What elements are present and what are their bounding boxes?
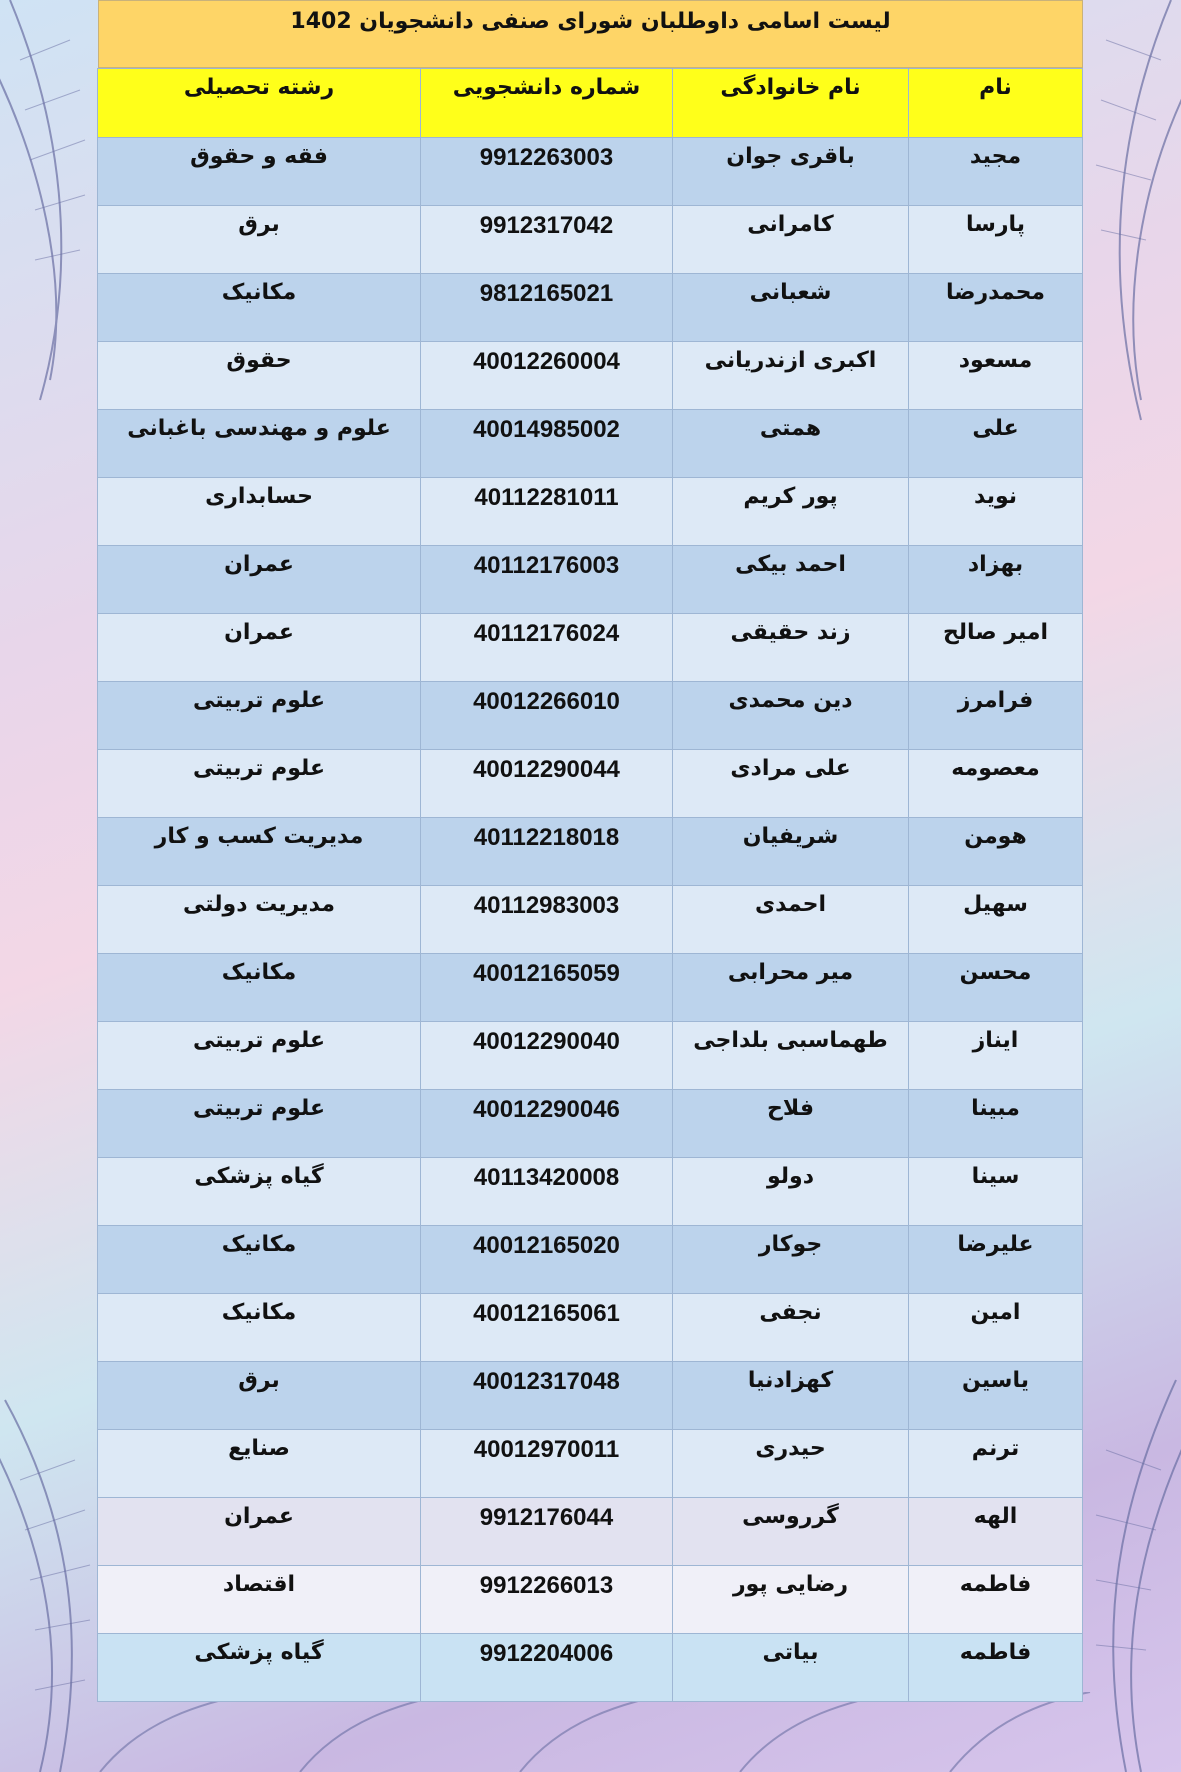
table-row [98,682,1083,750]
cell-first-name: هومن [909,818,1083,886]
table-row [98,954,1083,1022]
cell-last-name: میر محرابی [673,954,909,1022]
candidate-list-sheet [98,0,1083,1700]
cell-first-name: مجید [909,138,1083,206]
cell-student-id: 40112176024 [421,614,673,682]
cell-last-name: احمد بیکی [673,546,909,614]
feather-decoration-bottom [0,1692,1181,1772]
cell-last-name: جوکار [673,1226,909,1294]
cell-student-id: 40012260004 [421,342,673,410]
cell-major: صنایع [98,1430,421,1498]
cell-major: عمران [98,1498,421,1566]
cell-last-name: شریفیان [673,818,909,886]
cell-student-id: 40012165061 [421,1294,673,1362]
table-row [98,1362,1083,1430]
table-row [98,546,1083,614]
header-last-name: نام خانوادگی [673,69,909,138]
cell-first-name: بهزاد [909,546,1083,614]
cell-last-name: دین محمدی [673,682,909,750]
cell-first-name: الهه [909,1498,1083,1566]
table-header-row [98,69,1083,138]
table-row [98,614,1083,682]
cell-last-name: حیدری [673,1430,909,1498]
cell-last-name: باقری جوان [673,138,909,206]
cell-first-name: علیرضا [909,1226,1083,1294]
table-row [98,886,1083,954]
cell-major: علوم تربیتی [98,682,421,750]
cell-student-id: 9912317042 [421,206,673,274]
cell-last-name: طهماسبی بلداجی [673,1022,909,1090]
cell-student-id: 9912266013 [421,1566,673,1634]
table-row [98,1430,1083,1498]
cell-first-name: فاطمه [909,1566,1083,1634]
table-row [98,1498,1083,1566]
table-row [98,1294,1083,1362]
table-row [98,274,1083,342]
cell-last-name: کهزادنیا [673,1362,909,1430]
cell-first-name: امین [909,1294,1083,1362]
cell-last-name: نجفی [673,1294,909,1362]
cell-student-id: 9912204006 [421,1634,673,1702]
cell-student-id: 40112983003 [421,886,673,954]
cell-student-id: 40113420008 [421,1158,673,1226]
cell-major: مدیریت دولتی [98,886,421,954]
table-row [98,1158,1083,1226]
header-student-id: شماره دانشجویی [421,69,673,138]
cell-major: برق [98,206,421,274]
cell-major: حقوق [98,342,421,410]
cell-first-name: پارسا [909,206,1083,274]
cell-last-name: بیاتی [673,1634,909,1702]
cell-student-id: 9812165021 [421,274,673,342]
candidates-table [97,68,1083,1702]
cell-last-name: گرروسی [673,1498,909,1566]
table-row [98,138,1083,206]
cell-major: مکانیک [98,954,421,1022]
header-major: رشته تحصیلی [98,69,421,138]
cell-first-name: مسعود [909,342,1083,410]
cell-major: اقتصاد [98,1566,421,1634]
cell-first-name: معصومه [909,750,1083,818]
cell-first-name: نوید [909,478,1083,546]
cell-major: گیاه پزشکی [98,1158,421,1226]
table-row [98,478,1083,546]
cell-last-name: رضایی پور [673,1566,909,1634]
cell-student-id: 9912176044 [421,1498,673,1566]
header-first-name: نام [909,69,1083,138]
cell-last-name: پور کریم [673,478,909,546]
cell-major: عمران [98,614,421,682]
cell-first-name: سینا [909,1158,1083,1226]
cell-first-name: ترنم [909,1430,1083,1498]
cell-first-name: مبینا [909,1090,1083,1158]
table-row [98,1634,1083,1702]
cell-student-id: 40012165020 [421,1226,673,1294]
cell-first-name: محمدرضا [909,274,1083,342]
cell-last-name: زند حقیقی [673,614,909,682]
cell-student-id: 40012290046 [421,1090,673,1158]
cell-first-name: فرامرز [909,682,1083,750]
cell-first-name: یاسین [909,1362,1083,1430]
cell-student-id: 40112218018 [421,818,673,886]
cell-first-name: ایناز [909,1022,1083,1090]
table-row [98,1226,1083,1294]
cell-student-id: 40012317048 [421,1362,673,1430]
page-title: لیست اسامی داوطلبان شورای صنفی دانشجویان 1402 [98,0,1083,68]
cell-last-name: اکبری ازندریانی [673,342,909,410]
cell-last-name: شعبانی [673,274,909,342]
table-row [98,206,1083,274]
cell-student-id: 40012290040 [421,1022,673,1090]
cell-major: فقه و حقوق [98,138,421,206]
cell-last-name: احمدی [673,886,909,954]
cell-student-id: 40112281011 [421,478,673,546]
cell-major: علوم و مهندسی باغبانی [98,410,421,478]
cell-first-name: امیر صالح [909,614,1083,682]
cell-student-id: 40012266010 [421,682,673,750]
cell-major: علوم تربیتی [98,1022,421,1090]
table-row [98,818,1083,886]
cell-student-id: 9912263003 [421,138,673,206]
cell-major: برق [98,1362,421,1430]
cell-student-id: 40112176003 [421,546,673,614]
cell-major: علوم تربیتی [98,750,421,818]
cell-major: مدیریت کسب و کار [98,818,421,886]
cell-major: عمران [98,546,421,614]
cell-major: مکانیک [98,274,421,342]
cell-first-name: سهیل [909,886,1083,954]
cell-major: علوم تربیتی [98,1090,421,1158]
cell-last-name: فلاح [673,1090,909,1158]
table-row [98,1566,1083,1634]
table-row [98,342,1083,410]
cell-student-id: 40012290044 [421,750,673,818]
feather-decoration-right [1081,0,1181,1772]
cell-major: گیاه پزشکی [98,1634,421,1702]
cell-major: مکانیک [98,1294,421,1362]
cell-last-name: علی مرادی [673,750,909,818]
table-row [98,1022,1083,1090]
cell-first-name: محسن [909,954,1083,1022]
cell-student-id: 40012165059 [421,954,673,1022]
cell-student-id: 40014985002 [421,410,673,478]
cell-last-name: کامرانی [673,206,909,274]
table-row [98,750,1083,818]
cell-last-name: همتی [673,410,909,478]
cell-major: مکانیک [98,1226,421,1294]
cell-last-name: دولو [673,1158,909,1226]
table-row [98,410,1083,478]
cell-first-name: علی [909,410,1083,478]
table-row [98,1090,1083,1158]
cell-major: حسابداری [98,478,421,546]
cell-first-name: فاطمه [909,1634,1083,1702]
feather-decoration-left [0,0,100,1772]
cell-student-id: 40012970011 [421,1430,673,1498]
